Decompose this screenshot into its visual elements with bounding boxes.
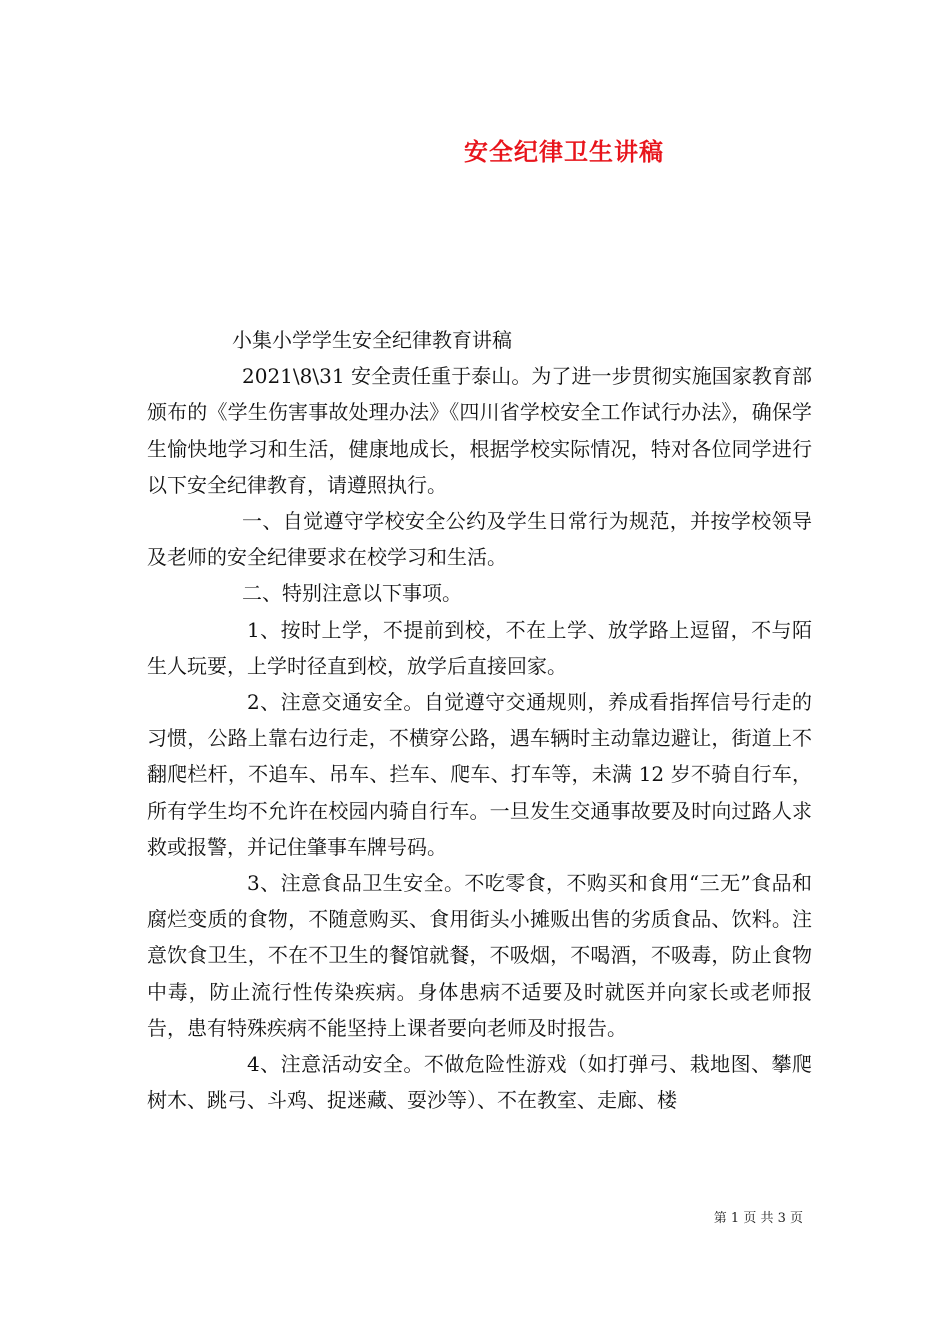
document-body: [147, 322, 812, 1118]
paragraph-item-1: 1、按时上学，不提前到校，不在上学、放学路上逗留，不与陌生人玩要，上学时径直到校，放学后直接回家。: [147, 617, 812, 678]
paragraph-item-2: 2、注意交通安全。自觉遵守交通规则，养成看指挥信号行走的习惯，公路上靠右边行走，不横穿公路，遇车辆时主动靠边避让，街道上不翻爬栏杆，不追车、吊车、拦车、爬车、打车等，未满 12 岁不骑自行车，所有学生均不允许在校园内骑自行车。一旦发生交通事故要及时向过路人求救或报警，并记住肇事车牌号码。: [147, 690, 812, 859]
document-title: 安全纪律卫生讲稿: [464, 137, 664, 166]
paragraph-section-one: 一、自觉遵守学校安全公约及学生日常行为规范，并按学校领导及老师的安全纪律要求在校学习和生活。: [147, 509, 812, 570]
paragraph-section-two: 二、特别注意以下事项。: [242, 581, 462, 606]
paragraph-intro: 2021\8\31 安全责任重于泰山。为了进一步贯彻实施国家教育部颁布的《学生伤害事故处理办法》《四川省学校安全工作试行办法》，确保学生愉快地学习和生活，健康地成长，根据学校实际情况，特对各位同学进行以下安全纪律教育，请遵照执行。: [147, 364, 812, 497]
page-indicator: 第 1 页 共 3 页: [713, 1211, 803, 1226]
paragraph-item-4: 4、注意活动安全。不做危险性游戏（如打弹弓、栽地图、攀爬树木、跳弓、斗鸡、捉迷藏、耍沙等）、不在教室、走廊、楼: [147, 1052, 812, 1113]
document-subtitle: 小集小学学生安全纪律教育讲稿: [232, 328, 512, 352]
paragraph-item-3: 3、注意食品卫生安全。不吃零食，不购买和食用“三无”食品和腐烂变质的食物，不随意购买、食用街头小摊贩出售的劣质食品、饮料。注意饮食卫生，不在不卫生的餐馆就餐，不吸烟，不喝酒，不吸毒，防止食物中毒，防止流行性传染疾病。身体患病不适要及时就医并向家长或老师报告，患有特殊疾病不能坚持上课者要向老师及时报告。: [147, 871, 812, 1040]
